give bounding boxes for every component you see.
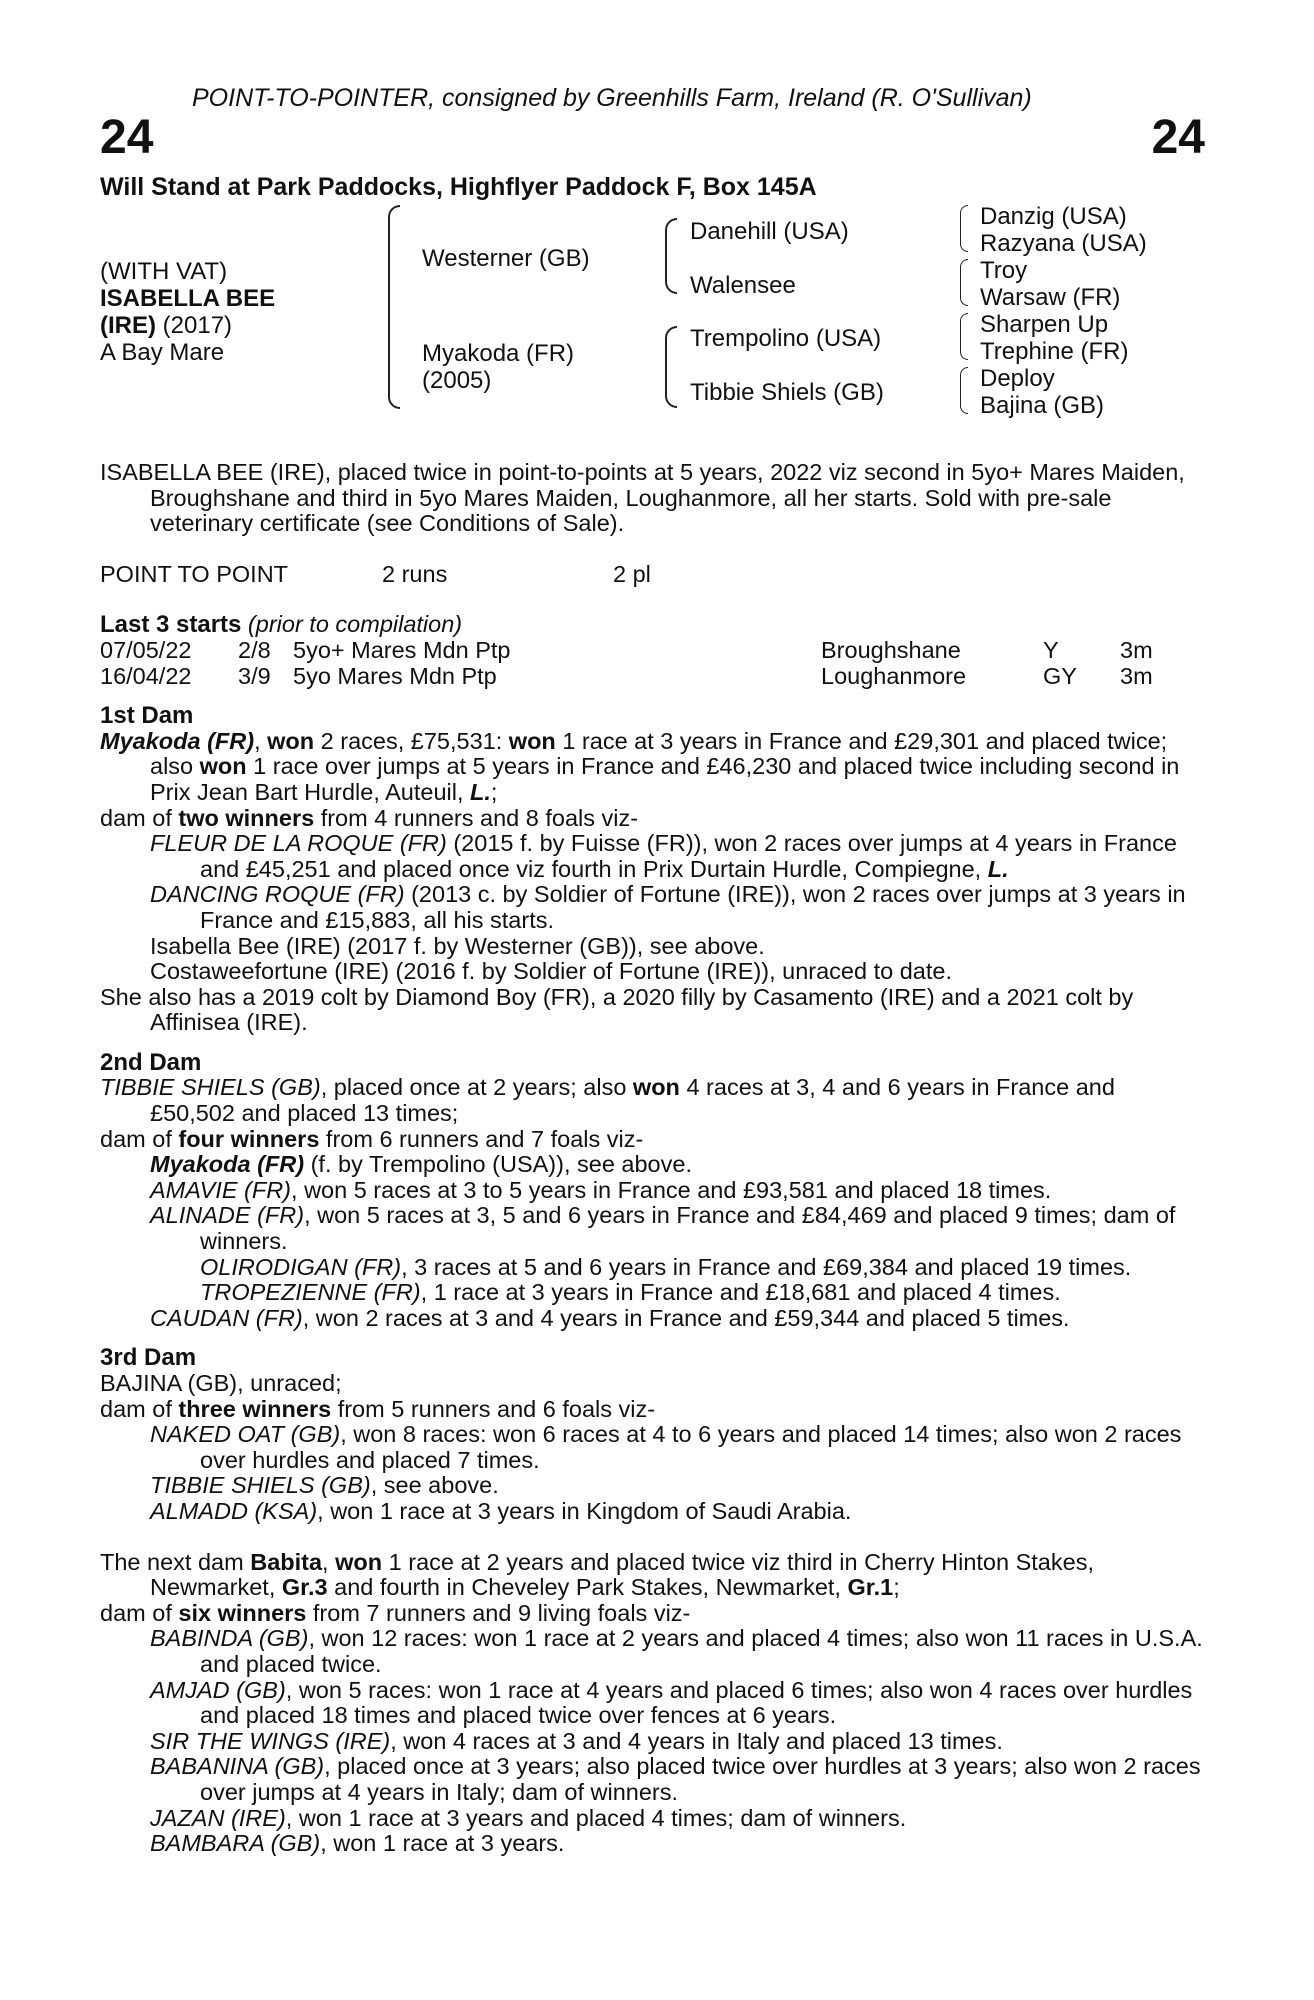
- sire-sire: Danehill (USA): [690, 218, 849, 245]
- second-dam-heading: 2nd Dam: [100, 1048, 202, 1076]
- produce-entry: AMAVIE (FR), won 5 races at 3 to 5 years in France and £93,581 and placed 18 times.: [150, 1176, 1052, 1203]
- first-dam-produce-line: dam of two winners from 4 runners and 8 foals viz-: [100, 804, 639, 831]
- ss-sire: Danzig (USA): [980, 203, 1127, 230]
- intro-paragraph: ISABELLA BEE (IRE), placed twice in point-to-points at 5 years, 2022 viz second in 5yo+ Mares Maiden, Broughshane and third in 5yo Mares Maiden, Loughanmore, all her starts. Sold with pre-sale veterinary certificate (see Conditions of Sale).: [100, 459, 1185, 537]
- gp-brace-1: [960, 205, 968, 252]
- horse-year: (2017): [156, 312, 233, 339]
- gp-brace-4: [960, 367, 968, 414]
- produce-entry: Myakoda (FR) (f. by Trempolino (USA)), see above.: [150, 1151, 692, 1178]
- start-row: 07/05/22 2/8 5yo+ Mares Mdn Ptp Broughshane Y 3m: [100, 636, 1153, 663]
- produce-entry: SIR THE WINGS (IRE), won 4 races at 3 and 4 years in Italy and placed 13 times.: [150, 1727, 1003, 1754]
- dam-dam: Tibbie Shiels (GB): [690, 379, 884, 406]
- produce-entry: ALMADD (KSA), won 1 race at 3 years in Kingdom of Saudi Arabia.: [150, 1497, 852, 1524]
- catalogue-body: [100, 460, 1205, 1857]
- pedigree-table: [100, 200, 1205, 425]
- record-placed: 2 pl: [613, 560, 651, 587]
- sd-sire: Troy: [980, 257, 1028, 284]
- vat-note: (WITH VAT): [100, 258, 228, 285]
- third-dam-produce-line: dam of three winners from 5 runners and 6 foals viz-: [100, 1395, 656, 1422]
- sire: Westerner (GB): [422, 245, 590, 272]
- sire-dam: Walensee: [690, 272, 796, 299]
- second-dam-paragraph: TIBBIE SHIELS (GB), placed once at 2 years; also won 4 races at 3, 4 and 6 years in France and £50,502 and placed 13 times;: [100, 1074, 1115, 1127]
- horse-description: A Bay Mare: [100, 339, 225, 366]
- produce-entry: BAMBARA (GB), won 1 race at 3 years.: [150, 1830, 565, 1857]
- consignor-line: POINT-TO-POINTER, consigned by Greenhills Farm, Ireland (R. O'Sullivan): [192, 84, 1032, 112]
- gp-brace-2: [960, 259, 968, 306]
- first-dam-heading: 1st Dam: [100, 702, 194, 730]
- produce-entry: JAZAN (IRE), won 1 race at 3 years and placed 4 times; dam of winners.: [150, 1804, 907, 1831]
- lot-number-right: 24: [1151, 111, 1205, 164]
- produce-entry: DANCING ROQUE (FR) (2013 c. by Soldier of Fortune (IRE)), won 2 races over jumps at 3 years in France and £15,883, all his starts.: [150, 881, 1186, 933]
- next-dam-paragraph: The next dam Babita, won 1 race at 2 years and placed twice viz third in Cherry Hinton Stakes, Newmarket, Gr.3 and fourth in Cheveley Park Stakes, Newmarket, Gr.1;: [100, 1548, 1094, 1601]
- catalogue-page: [100, 0, 1205, 2000]
- third-dam-heading: 3rd Dam: [100, 1344, 197, 1372]
- produce-entry: AMJAD (GB), won 5 races: won 1 race at 4 years and placed 6 times; also won 4 races over hurdles and placed 18 times and placed twice over fences at 6 years.: [150, 1676, 1193, 1729]
- horse-country: (IRE): [100, 312, 156, 339]
- produce-entry: FLEUR DE LA ROQUE (FR) (2015 f. by Fuisse (FR)), won 2 races over jumps at 4 years in France and £45,251 and placed once viz fourth in Prix Durtain Hurdle, Compiegne, L.: [150, 830, 1177, 882]
- sire-parents-brace: [665, 218, 677, 294]
- stand-location: Will Stand at Park Paddocks, Highflyer Paddock F, Box 145A: [100, 173, 817, 201]
- grand-produce-entry: OLIRODIGAN (FR), 3 races at 5 and 6 years in France and £69,384 and placed 19 times.: [200, 1253, 1132, 1280]
- produce-entry: BABINDA (GB), won 12 races: won 1 race at 2 years and placed 4 times; also won 11 races in U.S.A. and placed twice.: [150, 1625, 1203, 1677]
- ds-sire: Sharpen Up: [980, 311, 1109, 338]
- second-dam-produce-line: dam of four winners from 6 runners and 7 foals viz-: [100, 1125, 644, 1152]
- grand-produce-entry: TROPEZIENNE (FR), 1 race at 3 years in France and £18,681 and placed 4 times.: [200, 1279, 1061, 1306]
- ss-dam: Razyana (USA): [980, 230, 1147, 257]
- ds-dam: Trephine (FR): [980, 338, 1129, 365]
- start-row: 16/04/22 3/9 5yo Mares Mdn Ptp Loughanmore GY 3m: [100, 662, 1153, 689]
- horse-suffix-year: [100, 312, 232, 339]
- lot-number-left: 24: [100, 111, 154, 164]
- first-dam-paragraph: Myakoda (FR), won 2 races, £75,531: won 1 race at 3 years in France and £29,301 and placed twice; also won 1 race over jumps at 5 years in France and £46,230 and placed twice including second in Prix Jean Bart Hurdle, Auteuil, L.;: [100, 727, 1180, 805]
- produce-entry: TIBBIE SHIELS (GB), see above.: [150, 1472, 499, 1499]
- dam: Myakoda (FR): [422, 340, 575, 367]
- next-dam-produce-line: dam of six winners from 7 runners and 9 living foals viz-: [100, 1599, 691, 1626]
- sire-dam-brace: [388, 205, 400, 409]
- dam-sire: Trempolino (USA): [690, 325, 882, 352]
- horse-name: ISABELLA BEE: [100, 285, 276, 312]
- last-starts-heading: Last 3 starts (prior to compilation): [100, 611, 463, 639]
- record-label: POINT TO POINT: [100, 560, 289, 587]
- produce-entry: CAUDAN (FR), won 2 races at 3 and 4 years in France and £59,344 and placed 5 times.: [150, 1304, 1070, 1331]
- produce-entry: NAKED OAT (GB), won 8 races: won 6 races at 4 to 6 years and placed 14 times; also won 2 races over hurdles and placed 7 times.: [150, 1421, 1182, 1473]
- dam-year: (2005): [422, 367, 492, 394]
- produce-entry: BABANINA (GB), placed once at 3 years; also placed twice over hurdles at 3 years; also won 2 races over jumps at 4 years in Italy; dam of winners.: [150, 1753, 1201, 1805]
- produce-entry: Isabella Bee (IRE) (2017 f. by Westerner (GB)), see above.: [150, 932, 765, 959]
- dam-parents-brace: [665, 326, 677, 408]
- ptp-record: [100, 562, 1205, 588]
- third-dam-line: BAJINA (GB), unraced;: [100, 1370, 342, 1396]
- produce-entry: ALINADE (FR), won 5 races at 3, 5 and 6 years in France and £84,469 and placed 9 times; dam of winners.: [150, 1202, 1176, 1255]
- dd-dam: Bajina (GB): [980, 392, 1105, 419]
- dd-sire: Deploy: [980, 365, 1055, 392]
- record-runs: 2 runs: [382, 560, 448, 587]
- sd-dam: Warsaw (FR): [980, 284, 1121, 311]
- produce-entry: Costaweefortune (IRE) (2016 f. by Soldier of Fortune (IRE)), unraced to date.: [150, 958, 952, 985]
- first-dam-also: She also has a 2019 colt by Diamond Boy (FR), a 2020 filly by Casamento (IRE) and a 2021 colt by Affinisea (IRE).: [100, 983, 1134, 1036]
- gp-brace-3: [960, 313, 968, 360]
